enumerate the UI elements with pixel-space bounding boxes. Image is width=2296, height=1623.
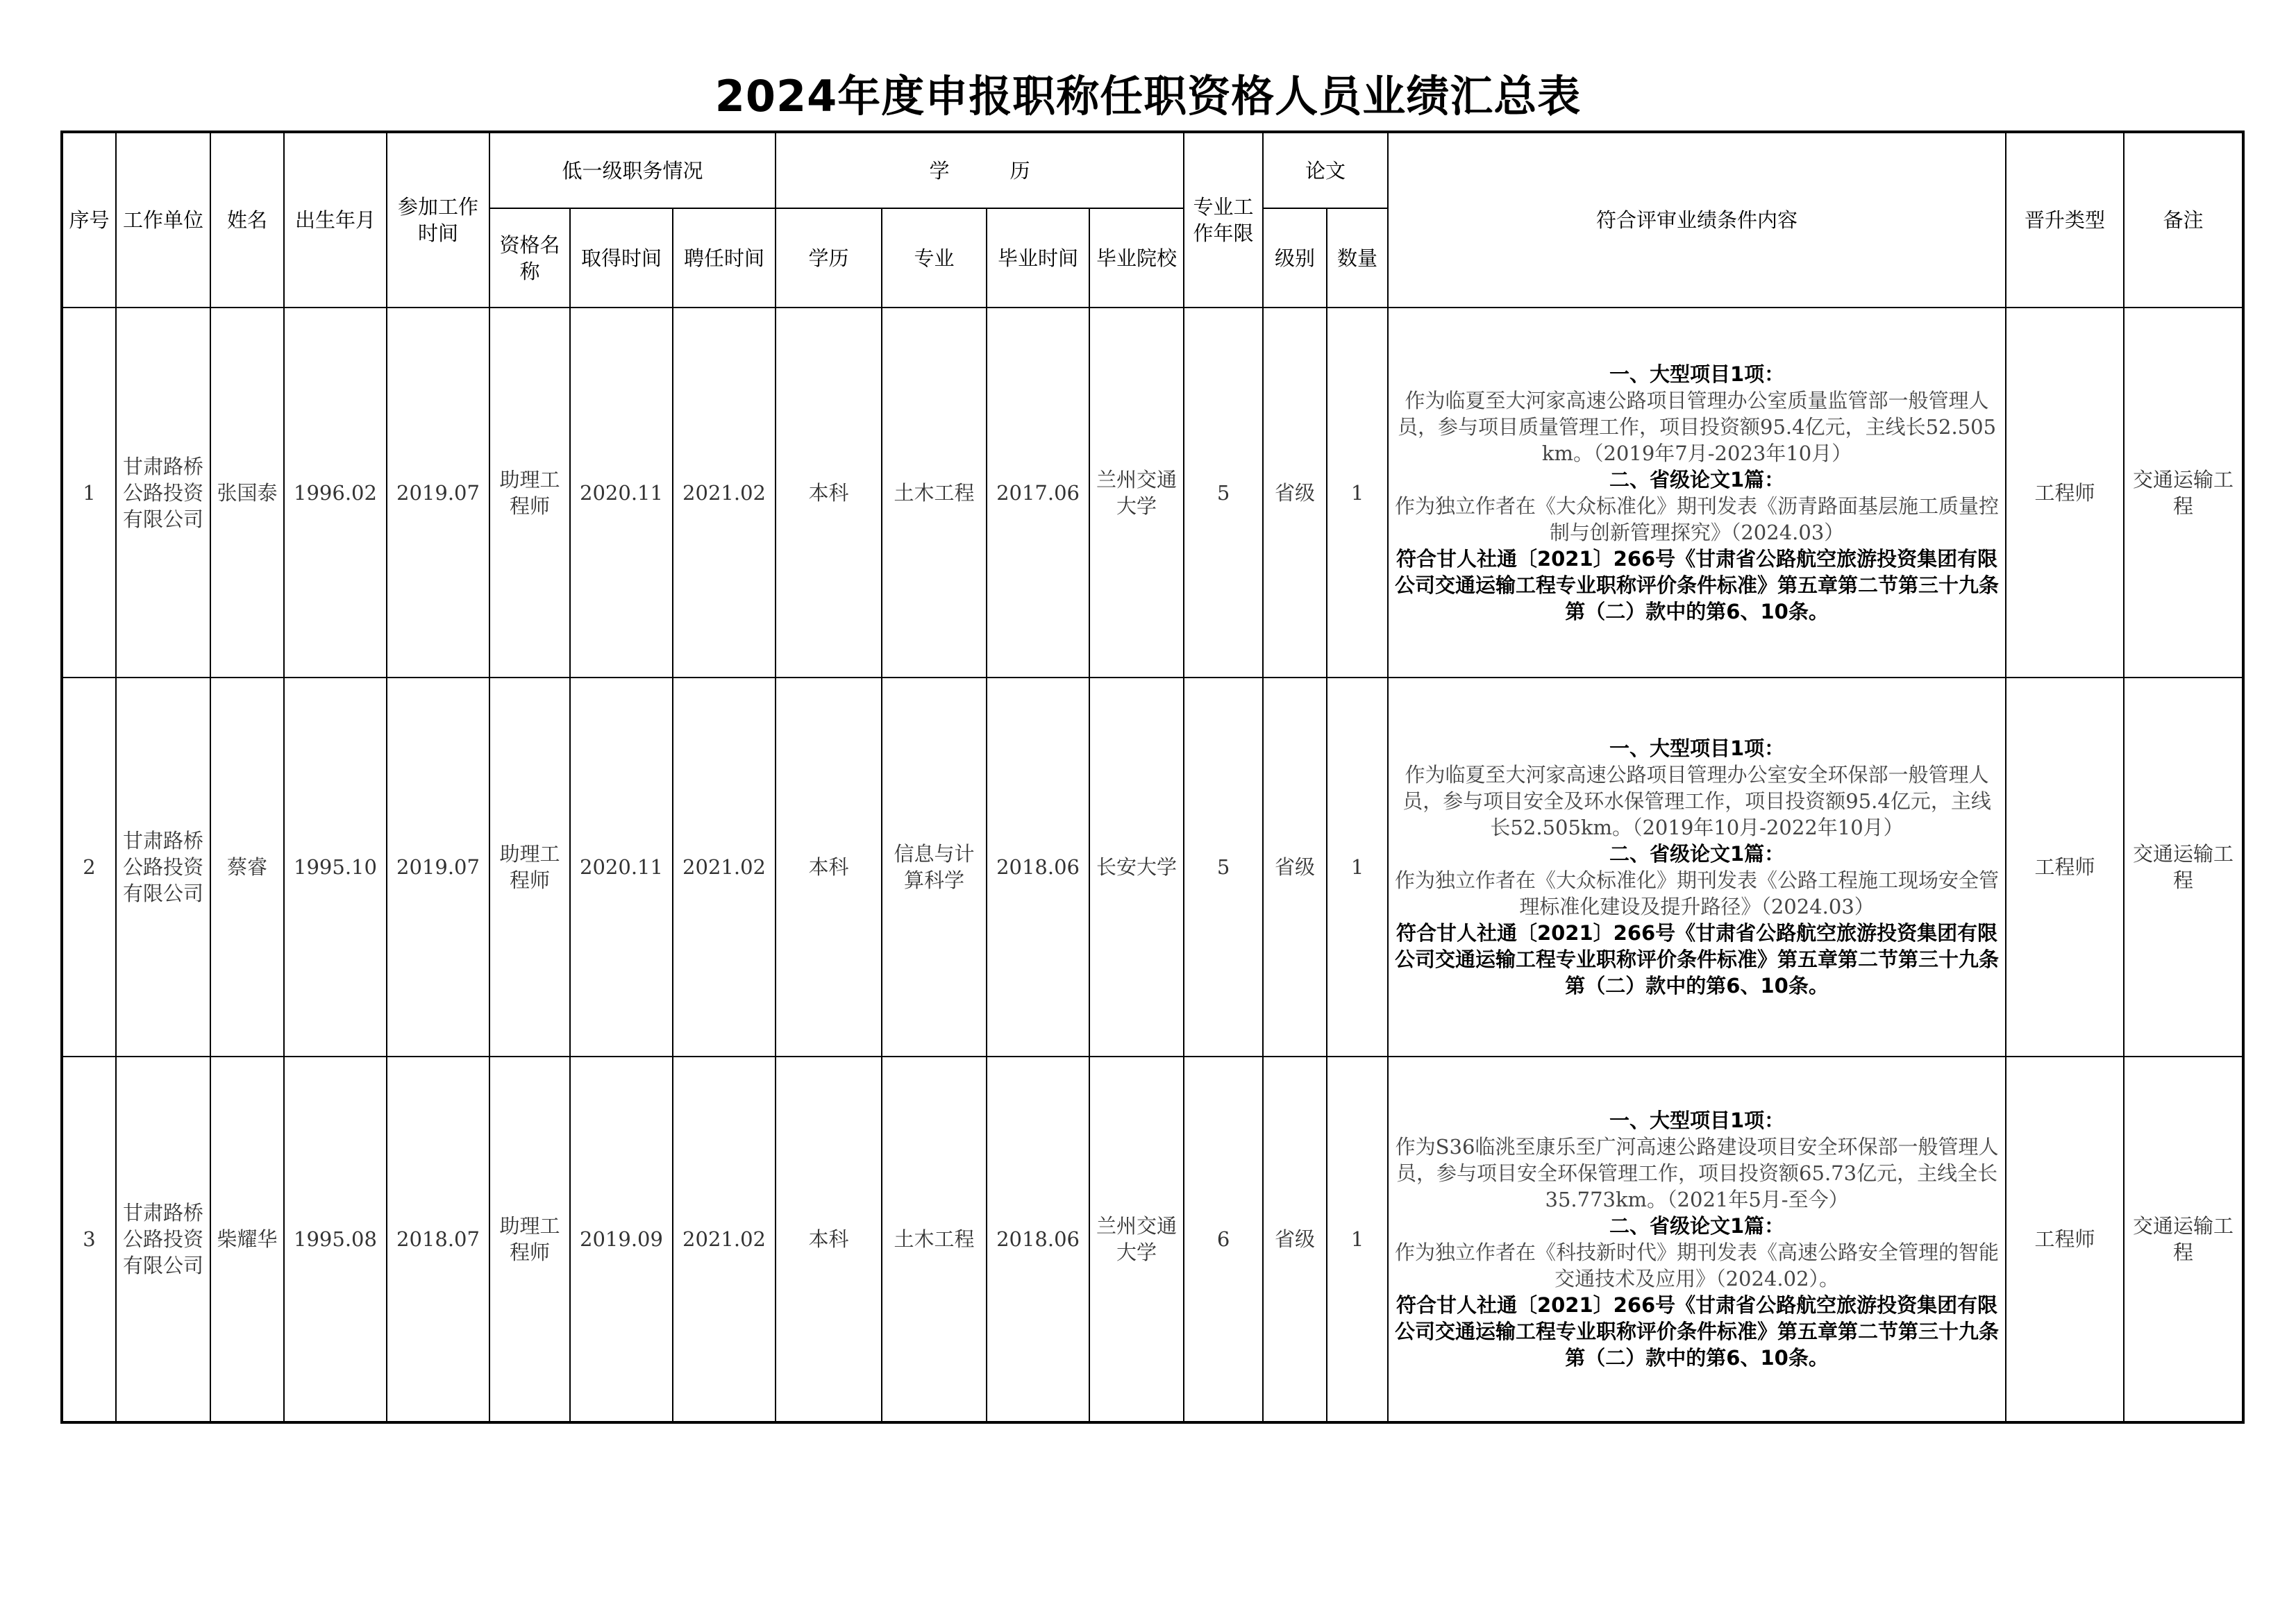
cell-major: 土木工程	[882, 308, 987, 678]
cell-promotion: 工程师	[2006, 678, 2124, 1057]
achievement-text: 作为临夏至大河家高速公路项目管理办公室质量监管部一般管理人员，参与项目质量管理工作，项目投资额95.4亿元，主线长52.505km。（2019年7月-2023年10月）	[1398, 388, 1997, 465]
cell-obtained: 2020.11	[570, 308, 673, 678]
achievement-basis: 符合甘人社通〔2021〕266号《甘肃省公路航空旅游投资集团有限公司交通运输工程专业职称评价条件标准》第五章第二节第三十九条第（二）款中的第6、10条。	[1395, 921, 2000, 998]
cell-seq: 1	[62, 308, 116, 678]
cell-grad-date: 2018.06	[987, 1057, 1089, 1422]
header-birth: 出生年月	[284, 132, 387, 308]
header-remark: 备注	[2124, 132, 2243, 308]
table-row	[62, 308, 2243, 678]
cell-major: 土木工程	[882, 1057, 987, 1422]
header-qual-name: 资格名称	[489, 208, 570, 308]
achievement-heading: 二、省级论文1篇：	[1609, 842, 1785, 866]
header-name: 姓名	[210, 132, 284, 308]
page-title: 2024年度申报职称任职资格人员业绩汇总表	[714, 71, 1582, 121]
header-education-group: 学 历	[776, 132, 1184, 208]
achievement-basis: 符合甘人社通〔2021〕266号《甘肃省公路航空旅游投资集团有限公司交通运输工程专业职称评价条件标准》第五章第二节第三十九条第（二）款中的第6、10条。	[1395, 1293, 2000, 1370]
table-row	[62, 1057, 2243, 1422]
cell-seq: 2	[62, 678, 116, 1057]
cell-seq: 3	[62, 1057, 116, 1422]
cell-remark: 交通运输工程	[2124, 1057, 2243, 1422]
cell-degree: 本科	[776, 308, 882, 678]
cell-qual-name: 助理工程师	[489, 678, 570, 1057]
cell-birth: 1996.02	[284, 308, 387, 678]
cell-work-start: 2019.07	[387, 678, 489, 1057]
cell-remark: 交通运输工程	[2124, 308, 2243, 678]
header-paper-level: 级别	[1263, 208, 1327, 308]
cell-degree: 本科	[776, 678, 882, 1057]
header-seq: 序号	[62, 132, 116, 308]
cell-years: 5	[1184, 308, 1263, 678]
cell-promotion: 工程师	[2006, 1057, 2124, 1422]
cell-school: 兰州交通大学	[1089, 308, 1184, 678]
cell-school: 长安大学	[1089, 678, 1184, 1057]
cell-name: 柴耀华	[210, 1057, 284, 1422]
achievement-heading: 二、省级论文1篇：	[1609, 1214, 1785, 1238]
achievement-text: 作为独立作者在《科技新时代》期刊发表《高速公路安全管理的智能交通技术及应用》（2024.02）。	[1395, 1241, 2000, 1290]
cell-achievements	[1388, 1057, 2006, 1422]
cell-years: 5	[1184, 678, 1263, 1057]
cell-birth: 1995.08	[284, 1057, 387, 1422]
header-paper-group: 论文	[1263, 132, 1388, 208]
header-degree: 学历	[776, 208, 882, 308]
cell-name: 张国泰	[210, 308, 284, 678]
cell-paper-level: 省级	[1263, 308, 1327, 678]
cell-paper-count: 1	[1327, 1057, 1388, 1422]
header-lower-title-group: 低一级职务情况	[489, 132, 776, 208]
cell-paper-level: 省级	[1263, 678, 1327, 1057]
cell-paper-level: 省级	[1263, 1057, 1327, 1422]
cell-birth: 1995.10	[284, 678, 387, 1057]
achievement-text: 作为临夏至大河家高速公路项目管理办公室安全环保部一般管理人员，参与项目安全及环水保管理工作，项目投资额95.4亿元，主线长52.505km。（2019年10月-2022年10月）	[1402, 763, 1991, 839]
cell-major: 信息与计算科学	[882, 678, 987, 1057]
cell-name: 蔡睿	[210, 678, 284, 1057]
cell-employer: 甘肃路桥公路投资有限公司	[116, 678, 210, 1057]
summary-table	[60, 131, 2245, 1424]
achievement-heading: 一、大型项目1项：	[1609, 1109, 1785, 1132]
achievement-heading: 二、省级论文1篇：	[1609, 467, 1785, 491]
cell-promotion: 工程师	[2006, 308, 2124, 678]
header-grad-date: 毕业时间	[987, 208, 1089, 308]
cell-obtained: 2020.11	[570, 678, 673, 1057]
header-years: 专业工作年限	[1184, 132, 1263, 308]
achievement-text: 作为S36临洮至康乐至广河高速公路建设项目安全环保部一般管理人员，参与项目安全环保管理工作，项目投资额65.73亿元，主线全长35.773km。（2021年5月-至今）	[1395, 1135, 1999, 1211]
cell-grad-date: 2017.06	[987, 308, 1089, 678]
header-achievements: 符合评审业绩条件内容	[1388, 132, 2006, 308]
header-major: 专业	[882, 208, 987, 308]
header-paper-count: 数量	[1327, 208, 1388, 308]
cell-school: 兰州交通大学	[1089, 1057, 1184, 1422]
cell-appointed: 2021.02	[673, 308, 776, 678]
achievement-text: 作为独立作者在《大众标准化》期刊发表《沥青路面基层施工质量控制与创新管理探究》（2024.03）	[1395, 494, 2000, 544]
cell-work-start: 2019.07	[387, 308, 489, 678]
cell-employer: 甘肃路桥公路投资有限公司	[116, 1057, 210, 1422]
achievement-heading: 一、大型项目1项：	[1609, 362, 1785, 386]
achievement-text: 作为独立作者在《大众标准化》期刊发表《公路工程施工现场安全管理标准化建设及提升路径》（2024.03）	[1395, 868, 2000, 918]
header-appointed: 聘任时间	[673, 208, 776, 308]
cell-degree: 本科	[776, 1057, 882, 1422]
cell-obtained: 2019.09	[570, 1057, 673, 1422]
cell-remark: 交通运输工程	[2124, 678, 2243, 1057]
header-promotion: 晋升类型	[2006, 132, 2124, 308]
header-obtained: 取得时间	[570, 208, 673, 308]
header-work-start: 参加工作时间	[387, 132, 489, 308]
cell-achievements	[1388, 308, 2006, 678]
achievement-heading: 一、大型项目1项：	[1609, 737, 1785, 760]
cell-paper-count: 1	[1327, 678, 1388, 1057]
table-row	[62, 678, 2243, 1057]
cell-years: 6	[1184, 1057, 1263, 1422]
cell-paper-count: 1	[1327, 308, 1388, 678]
header-employer: 工作单位	[116, 132, 210, 308]
cell-employer: 甘肃路桥公路投资有限公司	[116, 308, 210, 678]
cell-qual-name: 助理工程师	[489, 1057, 570, 1422]
cell-appointed: 2021.02	[673, 678, 776, 1057]
cell-work-start: 2018.07	[387, 1057, 489, 1422]
cell-grad-date: 2018.06	[987, 678, 1089, 1057]
cell-achievements	[1388, 678, 2006, 1057]
cell-appointed: 2021.02	[673, 1057, 776, 1422]
achievement-basis: 符合甘人社通〔2021〕266号《甘肃省公路航空旅游投资集团有限公司交通运输工程专业职称评价条件标准》第五章第二节第三十九条第（二）款中的第6、10条。	[1395, 546, 2000, 623]
cell-qual-name: 助理工程师	[489, 308, 570, 678]
header-school: 毕业院校	[1089, 208, 1184, 308]
